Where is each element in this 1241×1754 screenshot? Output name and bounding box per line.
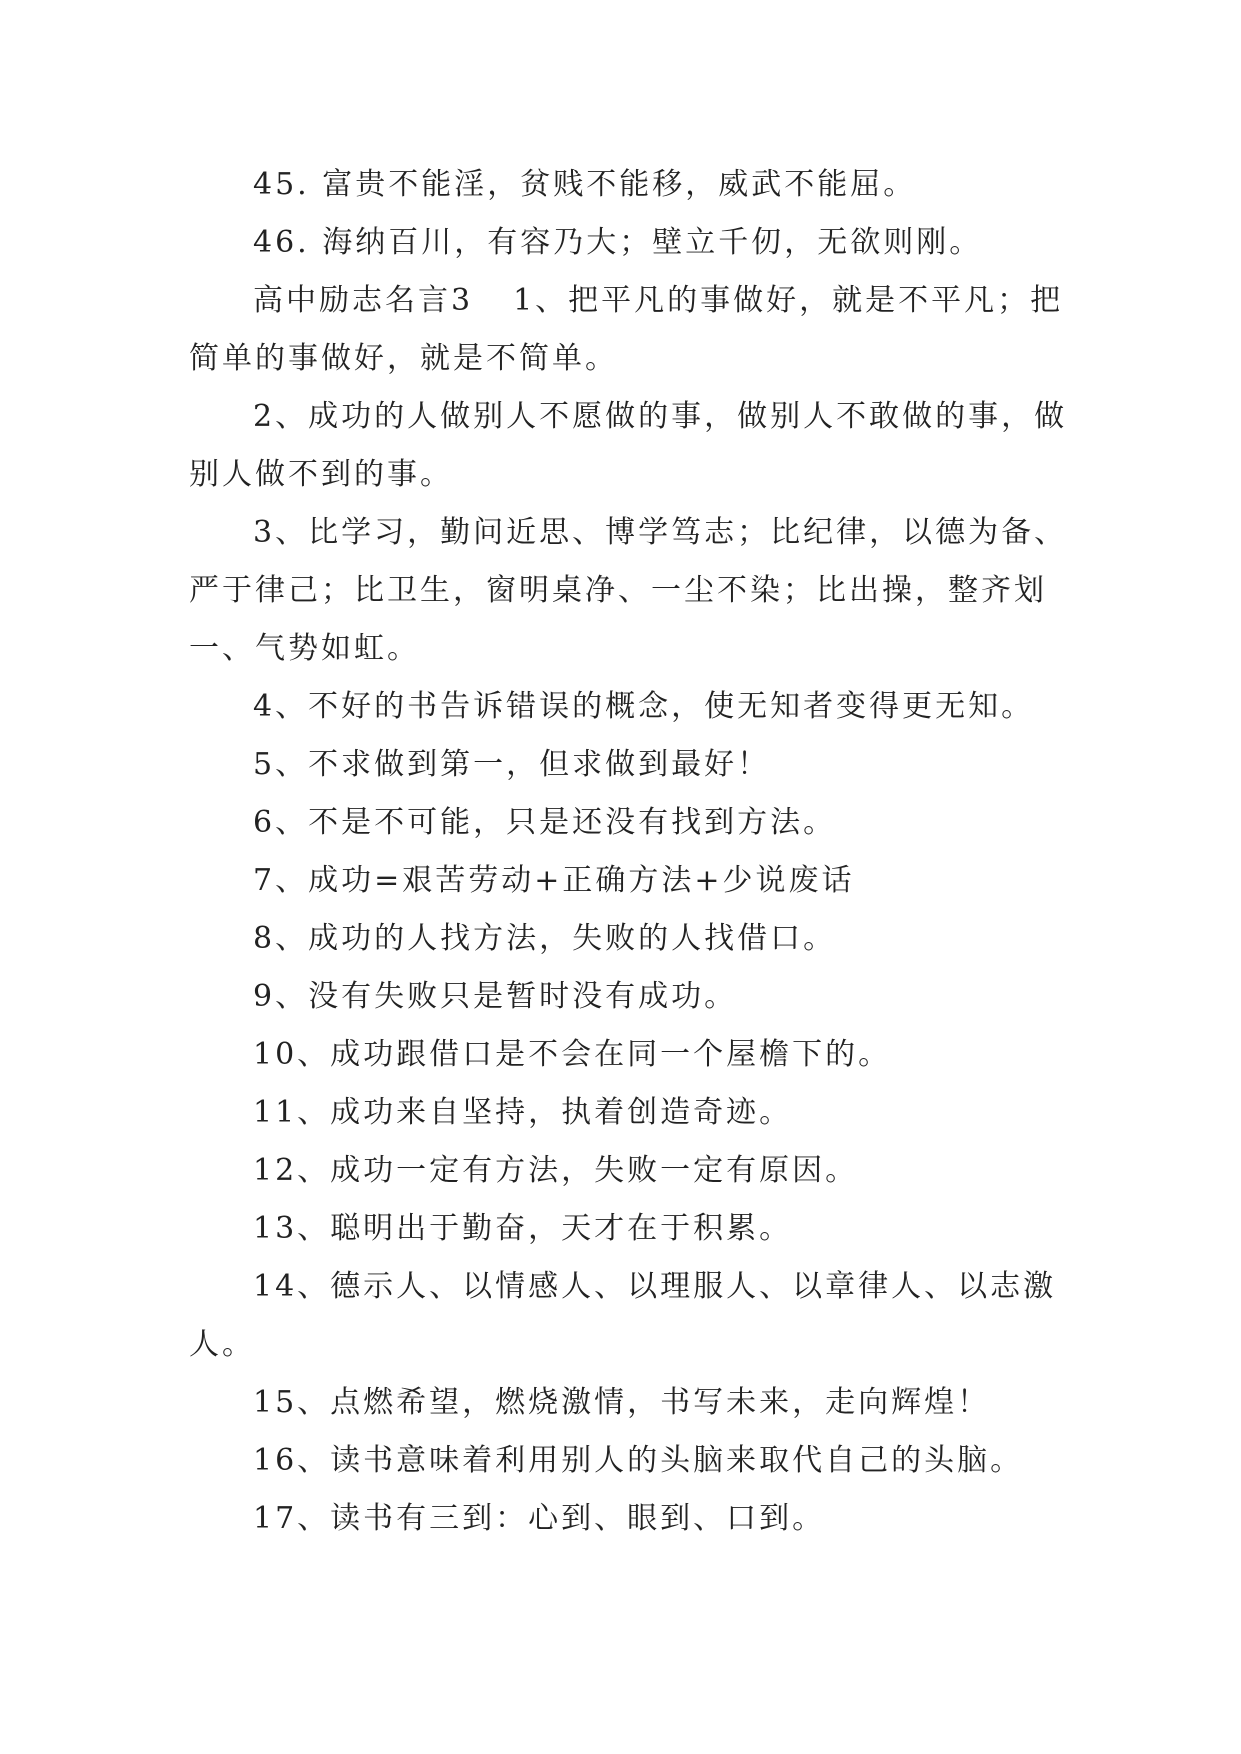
quote-paragraph: 10、成功跟借口是不会在同一个屋檐下的。 bbox=[253, 1037, 892, 1072]
quote-paragraph: 13、聪明出于勤奋，天才在于积累。 bbox=[253, 1211, 793, 1246]
quote-paragraph: 8、成功的人找方法，失败的人找借口。 bbox=[253, 921, 837, 956]
quote-paragraph: 12、成功一定有方法，失败一定有原因。 bbox=[253, 1153, 859, 1188]
quote-paragraph: 16、读书意味着利用别人的头脑来取代自己的头脑。 bbox=[253, 1443, 1024, 1478]
quote-paragraph: 5、不求做到第一，但求做到最好！ bbox=[253, 747, 771, 782]
quote-paragraph: 45. 富贵不能淫，贫贱不能移，威武不能屈。 bbox=[253, 167, 917, 202]
quote-paragraph: 6、不是不可能，只是还没有找到方法。 bbox=[253, 805, 837, 840]
quote-paragraph: 7、成功=艰苦劳动+正确方法+少说废话 bbox=[253, 863, 855, 898]
quote-paragraph: 2、成功的人做别人不愿做的事，做别人不敢做的事，做别人做不到的事。 bbox=[189, 399, 1068, 492]
quote-paragraph: 15、点燃希望，燃烧激情，书写未来，走向辉煌！ bbox=[253, 1385, 991, 1420]
document-body bbox=[189, 156, 1069, 1548]
quote-paragraph: 14、德示人、以情感人、以理服人、以章律人、以志激人。 bbox=[189, 1269, 1057, 1362]
quote-text: 1、把平凡的事做好，就是不平凡；把简单的事做好，就是不简单。 bbox=[189, 283, 1064, 376]
section-paragraph bbox=[189, 272, 1069, 388]
quote-paragraph: 3、比学习，勤问近思、博学笃志；比纪律，以德为备、严于律己；比卫生，窗明桌净、一尘不染；比出操，整齐划一、气势如虹。 bbox=[189, 515, 1068, 666]
quote-paragraph: 9、没有失败只是暂时没有成功。 bbox=[253, 979, 738, 1014]
quote-paragraph: 46. 海纳百川，有容乃大；壁立千仞，无欲则刚。 bbox=[253, 225, 983, 260]
quote-paragraph: 17、读书有三到：心到、眼到、口到。 bbox=[253, 1501, 826, 1536]
quote-paragraph: 4、不好的书告诉错误的概念，使无知者变得更无知。 bbox=[253, 689, 1035, 724]
quote-paragraph: 11、成功来自坚持，执着创造奇迹。 bbox=[253, 1095, 793, 1130]
section-heading: 高中励志名言3 bbox=[253, 283, 474, 318]
